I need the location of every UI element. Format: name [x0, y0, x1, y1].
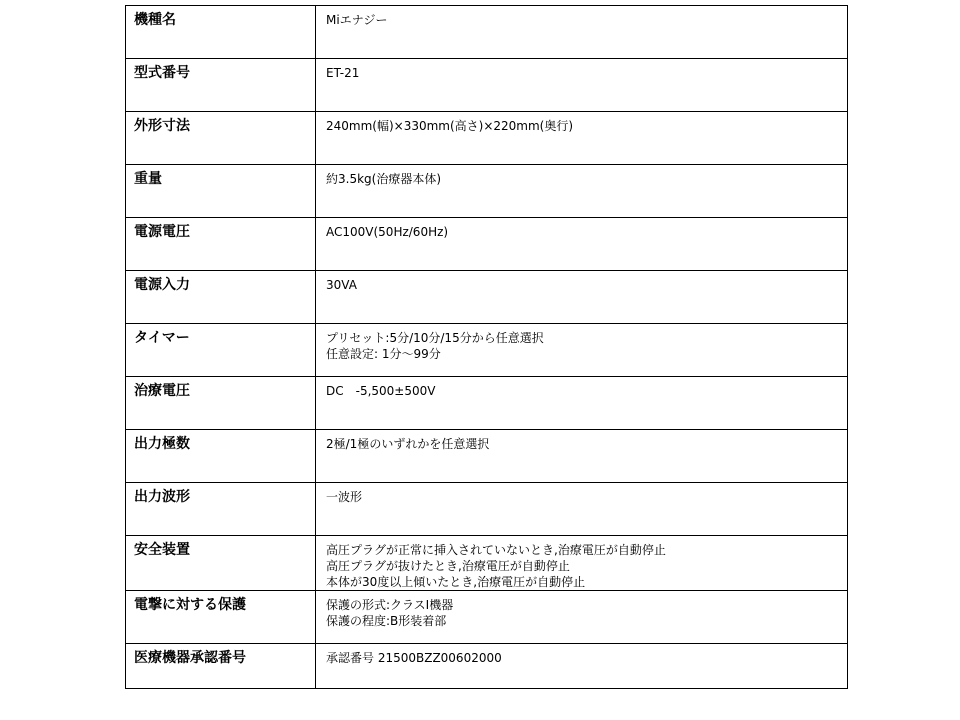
spec-row-model-number — [126, 59, 848, 112]
spec-label: 安全装置 — [126, 536, 316, 591]
spec-value-line: 保護の形式:クラスⅠ機器 — [326, 598, 454, 612]
spec-value-line: 一波形 — [326, 490, 363, 504]
spec-label: 治療電圧 — [126, 377, 316, 430]
spec-value-line: DC -5,500±500V — [326, 384, 436, 398]
spec-label: 電源電圧 — [126, 218, 316, 271]
spec-table — [125, 5, 848, 689]
spec-value — [316, 644, 848, 689]
spec-value-line: 約3.5kg(治療器本体) — [326, 172, 442, 186]
spec-label: 医療機器承認番号 — [126, 644, 316, 689]
spec-label: 外形寸法 — [126, 112, 316, 165]
spec-value — [316, 536, 848, 591]
spec-row-timer — [126, 324, 848, 377]
spec-label: 電撃に対する保護 — [126, 591, 316, 644]
spec-row-output-waveform — [126, 483, 848, 536]
spec-label: 型式番号 — [126, 59, 316, 112]
spec-value-line: 承認番号 21500BZZ00602000 — [326, 651, 502, 665]
spec-value — [316, 483, 848, 536]
spec-value-line: 30VA — [326, 278, 357, 292]
spec-value — [316, 324, 848, 377]
spec-row-output-poles — [126, 430, 848, 483]
spec-value — [316, 59, 848, 112]
spec-row-model-name — [126, 6, 848, 59]
spec-value-line: ET-21 — [326, 66, 360, 80]
spec-value — [316, 430, 848, 483]
spec-label: 出力波形 — [126, 483, 316, 536]
spec-row-safety-devices — [126, 536, 848, 591]
spec-row-power-voltage — [126, 218, 848, 271]
spec-label: タイマー — [126, 324, 316, 377]
spec-value — [316, 165, 848, 218]
spec-row-treatment-voltage — [126, 377, 848, 430]
spec-label: 出力極数 — [126, 430, 316, 483]
spec-value-line: AC100V(50Hz/60Hz) — [326, 225, 449, 239]
spec-value — [316, 6, 848, 59]
spec-label: 電源入力 — [126, 271, 316, 324]
spec-value-line: 任意設定: 1分～99分 — [326, 347, 441, 361]
spec-value — [316, 271, 848, 324]
spec-value-line: 240mm(幅)×330mm(高さ)×220mm(奥行) — [326, 119, 574, 133]
spec-row-power-input — [126, 271, 848, 324]
spec-row-electric-shock-protection — [126, 591, 848, 644]
spec-value — [316, 112, 848, 165]
spec-value-line: Miエナジー — [326, 13, 388, 27]
spec-value-line: 2極/1極のいずれかを任意選択 — [326, 437, 490, 451]
spec-value-line: 高圧プラグが正常に挿入されていないとき,治療電圧が自動停止 — [326, 543, 666, 557]
spec-row-weight — [126, 165, 848, 218]
spec-value-line: 高圧プラグが抜けたとき,治療電圧が自動停止 — [326, 559, 570, 573]
spec-value-line: プリセット:5分/10分/15分から任意選択 — [326, 331, 544, 345]
spec-label: 重量 — [126, 165, 316, 218]
spec-value-line: 本体が30度以上傾いたとき,治療電圧が自動停止 — [326, 575, 586, 589]
spec-label: 機種名 — [126, 6, 316, 59]
spec-value — [316, 218, 848, 271]
spec-row-approval-number — [126, 644, 848, 689]
spec-value — [316, 377, 848, 430]
spec-value — [316, 591, 848, 644]
spec-row-dimensions — [126, 112, 848, 165]
spec-value-line: 保護の程度:B形装着部 — [326, 614, 447, 628]
